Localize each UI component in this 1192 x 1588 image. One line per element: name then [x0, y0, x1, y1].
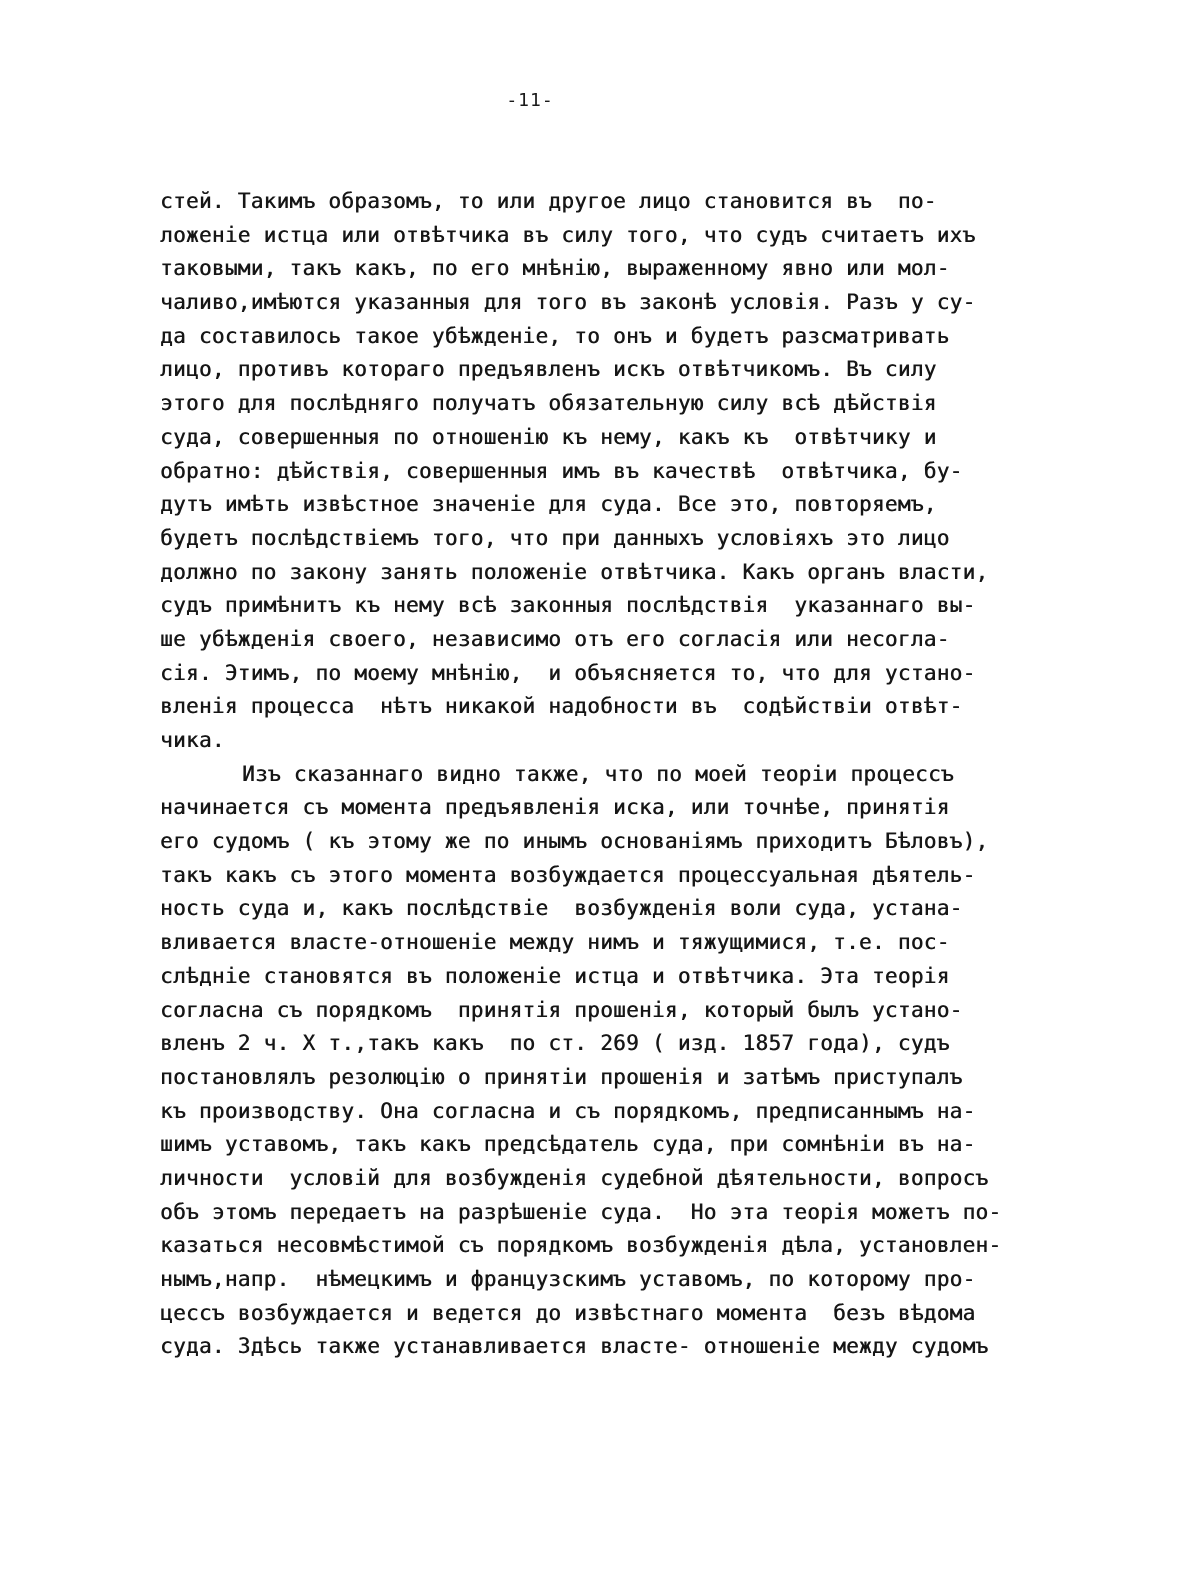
- text-line: къ производству. Она согласна и съ порядкомъ, предписаннымъ на-: [160, 1098, 976, 1123]
- text-line: сія. Этимъ, по моему мнѣнію, и объясняется то, что для устано-: [160, 660, 976, 685]
- text-line: постановлялъ резолюцію о принятіи прошенія и затѣмъ приступалъ: [160, 1064, 963, 1089]
- text-line: суда, совершенныя по отношенію къ нему, какъ къ отвѣтчику и: [160, 424, 937, 449]
- text-line: ложеніе истца или отвѣтчика въ силу того, что судъ считаетъ ихъ: [160, 222, 976, 247]
- text-line: да составилось такое убѣжденіе, то онъ и будетъ разсматривать: [160, 323, 950, 348]
- text-line: согласна съ порядкомъ принятія прошенія, который былъ устано-: [160, 997, 963, 1022]
- text-line: личности условій для возбужденія судебной дѣятельности, вопросъ: [160, 1165, 989, 1190]
- text-line: вленія процесса нѣтъ никакой надобности въ содѣйствіи отвѣт-: [160, 694, 963, 719]
- text-line: обратно: дѣйствія, совершенныя имъ въ качествѣ отвѣтчика, бу-: [160, 458, 963, 483]
- text-line: таковыми, такъ какъ, по его мнѣнію, выраженному явно или мол-: [160, 256, 950, 281]
- body-text: [160, 185, 1040, 1364]
- text-line: лицо, противъ котораго предъявленъ искъ отвѣтчикомъ. Въ силу: [160, 357, 937, 382]
- text-line: будетъ послѣдствіемъ того, что при данныхъ условіяхъ это лицо: [160, 525, 950, 550]
- text-line: должно по закону занять положеніе отвѣтчика. Какъ органъ власти,: [160, 559, 989, 584]
- text-line: судъ примѣнитъ къ нему всѣ законныя послѣдствія указаннаго вы-: [160, 593, 976, 618]
- text-line: начинается съ момента предъявленія иска, или точнѣе, принятія: [160, 795, 950, 820]
- text-line: цессъ возбуждается и ведется до извѣстнаго момента безъ вѣдома: [160, 1300, 976, 1325]
- text-line: объ этомъ передаетъ на разрѣшеніе суда. Но эта теорія можетъ по-: [160, 1199, 1002, 1224]
- text-line: казаться несовмѣстимой съ порядкомъ возбужденія дѣла, установлен-: [160, 1233, 1002, 1258]
- text-line: его судомъ ( къ этому же по инымъ основаніямъ приходитъ Бѣловъ),: [160, 829, 989, 854]
- text-line: нымъ,напр. нѣмецкимъ и французскимъ уставомъ, по которому про-: [160, 1267, 976, 1291]
- text-line: вленъ 2 ч. X т.,такъ какъ по ст. 269 ( изд. 1857 года), судъ: [160, 1031, 950, 1056]
- text-line: суда. Здѣсь также устанавливается власте- отношеніе между судомъ: [160, 1334, 989, 1359]
- text-line: шимъ уставомъ, такъ какъ предсѣдатель суда, при сомнѣніи въ на-: [160, 1132, 976, 1157]
- text-line: стей. Такимъ образомъ, то или другое лицо становится въ по-: [160, 189, 937, 213]
- text-line: дутъ имѣть извѣстное значеніе для суда. Все это, повторяемъ,: [160, 492, 937, 517]
- text-line: этого для послѣдняго получатъ обязательную силу всѣ дѣйствія: [160, 391, 937, 416]
- text-line: такъ какъ съ этого момента возбуждается процессуальная дѣятель-: [160, 862, 976, 887]
- text-line: чаливо,имѣются указанныя для того въ законѣ условія. Разъ у су-: [160, 290, 976, 315]
- text-line: ность суда и, какъ послѣдствіе возбужденія воли суда, устана-: [160, 896, 963, 921]
- page-number: -11-: [506, 90, 554, 111]
- text-line: вливается власте-отношеніе между нимъ и тяжущимися, т.е. пос-: [160, 930, 950, 955]
- text-line: чика.: [160, 728, 225, 752]
- text-line: Изъ сказаннаго видно также, что по моей теоріи процессъ: [242, 761, 954, 786]
- text-line: слѣдніе становятся въ положеніе истца и отвѣтчика. Эта теорія: [160, 963, 950, 988]
- text-line: ше убѣжденія своего, независимо отъ его согласія или несогла-: [160, 626, 950, 651]
